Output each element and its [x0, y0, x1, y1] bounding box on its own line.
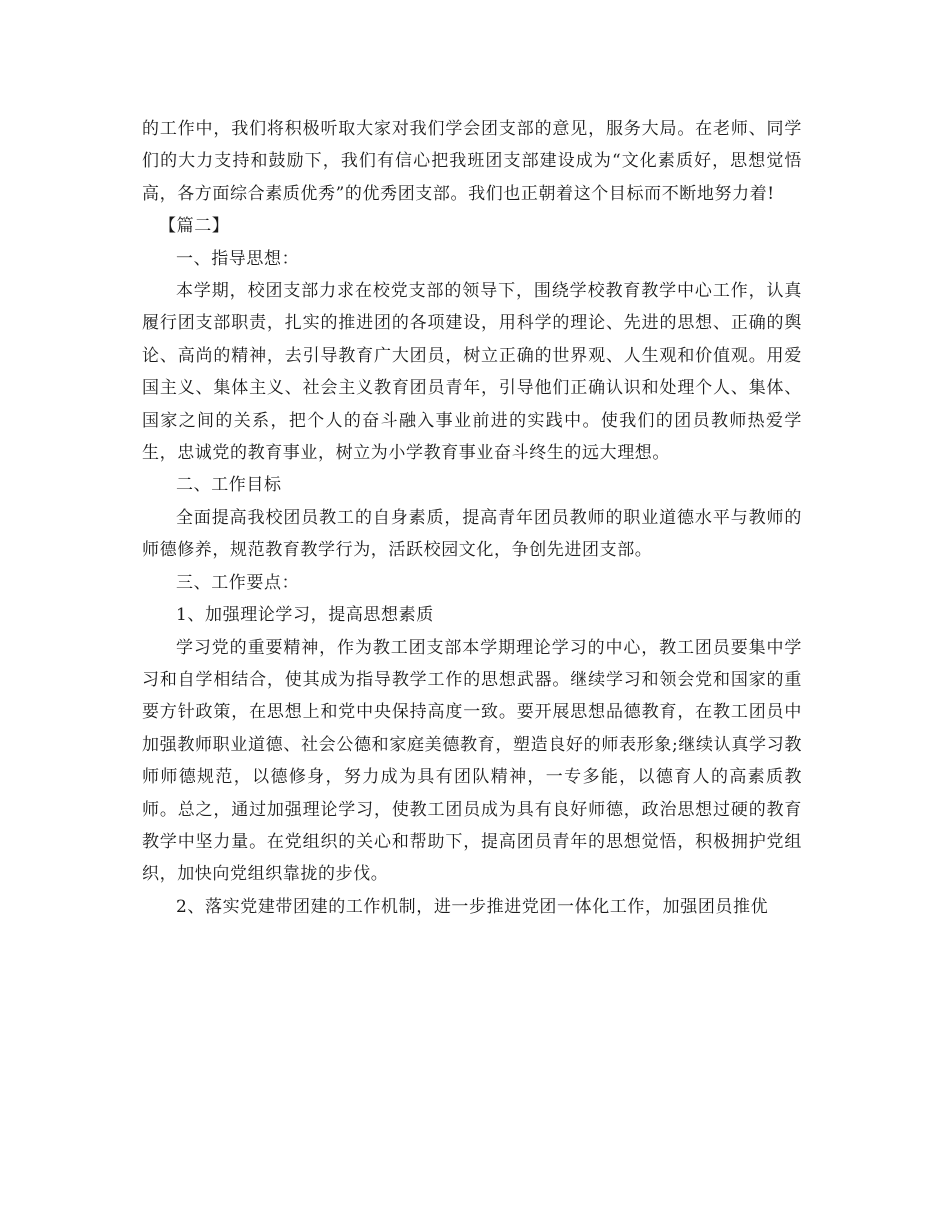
heading-point-one: 1、加强理论学习，提高思想素质: [176, 605, 434, 626]
document-body: [142, 113, 802, 923]
heading-work-goals: 二、工作目标: [176, 475, 282, 496]
paragraph-work-goals: 全面提高我校团员教工的自身素质，提高青年团员教师的职业道德水平与教师的师德修养，规范教育教学行为，活跃校园文化，争创先进团支部。: [142, 507, 802, 561]
heading-point-two: 2、落实党建带团建的工作机制，进一步推进党团一体化工作，加强团员推优: [176, 896, 769, 917]
paragraph-point-one: 学习党的重要精神，作为教工团支部本学期理论学习的中心，教工团员要集中学习和自学相结合，使其成为指导教学工作的思想武器。继续学习和领会党和国家的重要方针政策，在思想上和党中央保持高度一致。要开展思想品德教育，在教工团员中加强教师职业道德、社会公德和家庭美德教育，塑造良好的师表形象;继续认真学习教师师德规范，以德修身，努力成为具有团队精神，一专多能，以德育人的高素质教师。总之，通过加强理论学习，使教工团员成为具有良好师德，政治思想过硬的教育教学中坚力量。在党组织的关心和帮助下，提高团员青年的思想觉悟，积极拥护党组织，加快向党组织靠拢的步伐。: [142, 637, 802, 885]
heading-guiding-ideology: 一、指导思想：: [176, 248, 300, 269]
paragraph-intro-continuation: 的工作中，我们将积极听取大家对我们学会团支部的意见，服务大局。在老师、同学们的大力支持和鼓励下，我们有信心把我班团支部建设成为“文化素质好，思想觉悟高，各方面综合素质优秀”的优秀团支部。我们也正朝着这个目标而不断地努力着!: [142, 119, 802, 204]
heading-work-points: 三、工作要点：: [176, 572, 300, 593]
section-title-part-two: 【篇二】: [159, 216, 230, 237]
paragraph-guiding-ideology: 本学期，校团支部力求在校党支部的领导下，围绕学校教育教学中心工作，认真履行团支部职责，扎实的推进团的各项建设，用科学的理论、先进的思想、正确的舆论、高尚的精神，去引导教育广大团员，树立正确的世界观、人生观和价值观。用爱国主义、集体主义、社会主义教育团员青年，引导他们正确认识和处理个人、集体、国家之间的关系，把个人的奋斗融入事业前进的实践中。使我们的团员教师热爱学生，忠诚党的教育事业，树立为小学教育事业奋斗终生的远大理想。: [142, 281, 802, 464]
